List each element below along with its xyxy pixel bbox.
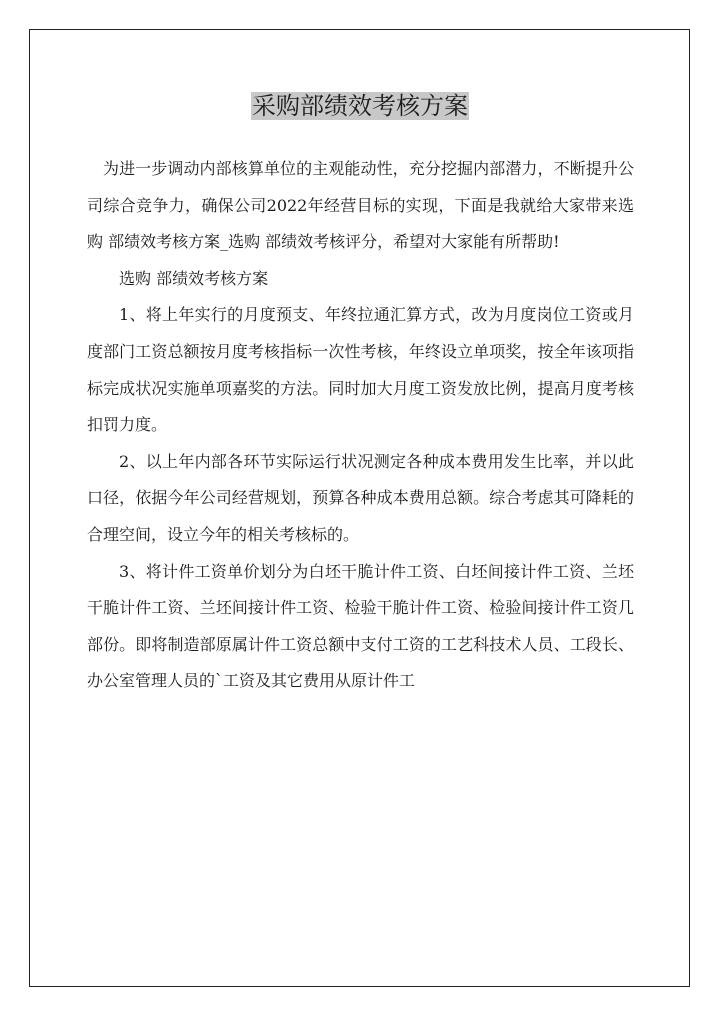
paragraph-item-3: 3、将计件工资单价划分为白坯干脆计件工资、白坯间接计件工资、兰坯干脆计件工资、兰坯间接计件工资、检验干脆计件工资、检验间接计件工资几部份。即将制造部原属计件工资总额中支付工资的工艺科技术人员、工段长、办公室管理人员的`工资及其它费用从原计件工	[87, 561, 634, 691]
document-title	[0, 86, 720, 126]
section-heading: 选购 部绩效考核方案	[119, 268, 269, 288]
paragraph-item-1: 1、将上年实行的月度预支、年终拉通汇算方式，改为月度岗位工资或月度部门工资总额按月度考核指标一次性考核，年终设立单项奖，按全年该项指标完成状况实施单项嘉奖的方法。同时加大月度工资发放比例，提高月度考核扣罚力度。	[87, 305, 634, 435]
document-title-text: 采购部绩效考核方案	[252, 92, 468, 120]
paragraph-intro: 为进一步调动内部核算单位的主观能动性，充分挖掘内部潜力，不断提升公司综合竞争力，确保公司2022年经营目标的实现，下面是我就给大家带来选购 部绩效考核方案_选购 部绩效考核评分，希望对大家能有所帮助!	[87, 159, 634, 252]
paragraph-item-2: 2、以上年内部各环节实际运行状况测定各种成本费用发生比率，并以此口径，依据今年公司经营规划，预算各种成本费用总额。综合考虑其可降耗的合理空间，设立今年的相关考核标的。	[87, 451, 634, 544]
document-body	[87, 151, 634, 700]
